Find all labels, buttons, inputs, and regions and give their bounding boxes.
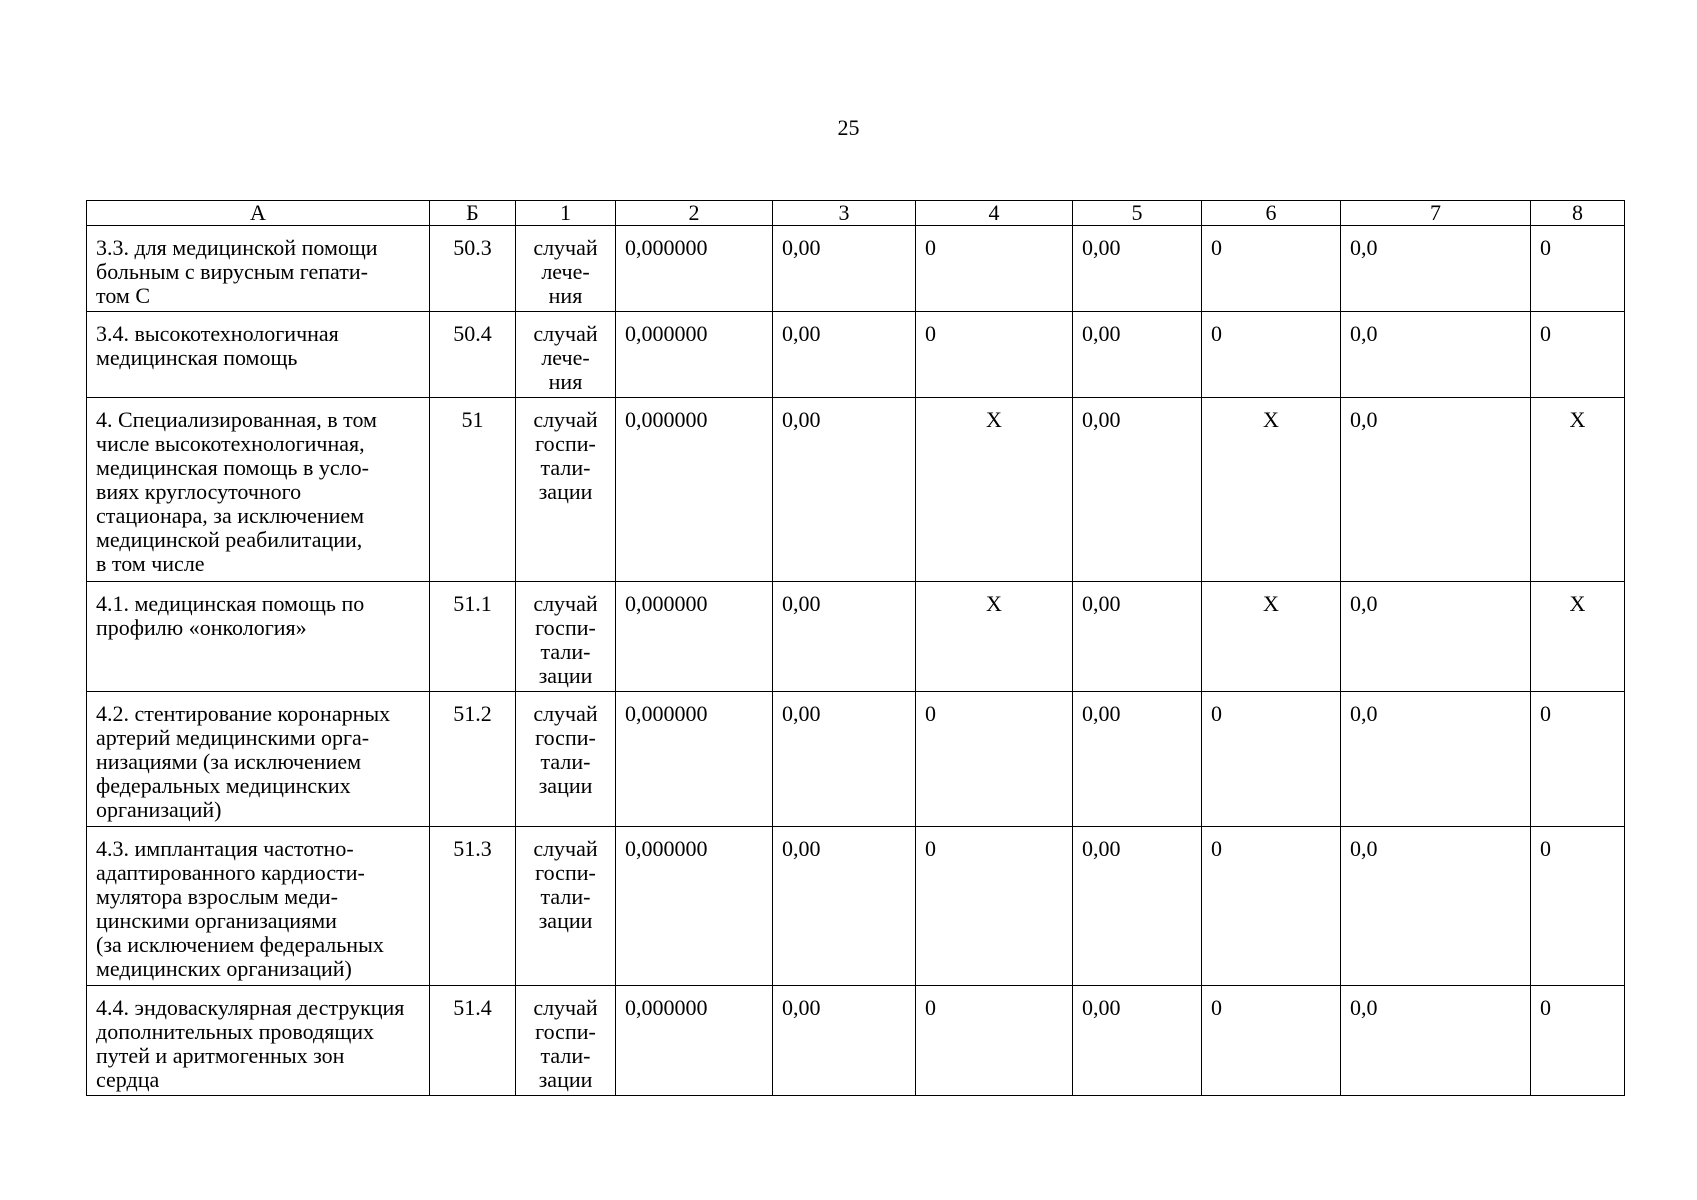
value-col-3: 0,00 [773, 398, 916, 582]
row-unit-cell [516, 226, 616, 312]
row-unit: случай госпи- тали- зации [533, 836, 598, 933]
table-row [87, 827, 1625, 986]
value-col-2: 0,000000 [616, 827, 773, 986]
value-col-8: 0 [1531, 827, 1625, 986]
row-name: 4. Специализированная, в том числе высокотехнологичная, медицинская помощь в усло- виях круглосуточного стационара, за исключением медицинской реабилитации, в том числе [96, 407, 377, 576]
data-table [86, 200, 1625, 1096]
value-col-2: 0,000000 [616, 312, 773, 398]
value-col-4: 0 [916, 312, 1073, 398]
value-col-4: 0 [916, 986, 1073, 1096]
column-header-3: 3 [773, 201, 916, 226]
value-col-7: 0,0 [1341, 398, 1531, 582]
row-name-cell [87, 226, 430, 312]
row-code: 51.4 [430, 986, 516, 1096]
value-col-8: 0 [1531, 312, 1625, 398]
column-header-2: 2 [616, 201, 773, 226]
value-col-2: 0,000000 [616, 582, 773, 692]
value-col-6: 0 [1202, 692, 1341, 827]
header-row [87, 201, 1625, 226]
value-col-2: 0,000000 [616, 692, 773, 827]
value-col-5: 0,00 [1073, 312, 1202, 398]
value-col-8: 0 [1531, 226, 1625, 312]
column-header-8: 8 [1531, 201, 1625, 226]
value-col-6: Х [1202, 582, 1341, 692]
row-unit-cell [516, 398, 616, 582]
value-col-7: 0,0 [1341, 827, 1531, 986]
value-col-4: Х [916, 582, 1073, 692]
column-header-4: 4 [916, 201, 1073, 226]
row-unit: случай лече- ния [533, 321, 598, 394]
value-col-2: 0,000000 [616, 226, 773, 312]
row-unit: случай госпи- тали- зации [533, 701, 598, 798]
row-unit-cell [516, 692, 616, 827]
row-unit-cell [516, 582, 616, 692]
value-col-7: 0,0 [1341, 226, 1531, 312]
value-col-8: 0 [1531, 692, 1625, 827]
table-row [87, 582, 1625, 692]
value-col-8: Х [1531, 582, 1625, 692]
row-unit: случай госпи- тали- зации [533, 591, 598, 688]
row-code: 51 [430, 398, 516, 582]
value-col-3: 0,00 [773, 226, 916, 312]
row-unit-cell [516, 986, 616, 1096]
row-unit: случай госпи- тали- зации [533, 407, 598, 504]
row-name-cell [87, 398, 430, 582]
table-row [87, 312, 1625, 398]
value-col-7: 0,0 [1341, 692, 1531, 827]
value-col-3: 0,00 [773, 582, 916, 692]
value-col-4: 0 [916, 692, 1073, 827]
value-col-2: 0,000000 [616, 398, 773, 582]
row-unit: случай лече- ния [533, 235, 598, 308]
value-col-8: Х [1531, 398, 1625, 582]
row-name: 3.3. для медицинской помощи больным с вирусным гепати- том С [96, 235, 378, 308]
row-name: 4.2. стентирование коронарных артерий медицинскими орга- низациями (за исключением федеральных медицинских организаций) [96, 701, 391, 822]
value-col-6: 0 [1202, 827, 1341, 986]
value-col-7: 0,0 [1341, 312, 1531, 398]
value-col-5: 0,00 [1073, 692, 1202, 827]
column-header-a: А [87, 201, 430, 226]
row-unit: случай госпи- тали- зации [533, 995, 598, 1092]
value-col-5: 0,00 [1073, 398, 1202, 582]
value-col-3: 0,00 [773, 312, 916, 398]
value-col-8: 0 [1531, 986, 1625, 1096]
value-col-2: 0,000000 [616, 986, 773, 1096]
table-row [87, 226, 1625, 312]
row-code: 50.4 [430, 312, 516, 398]
row-name-cell [87, 692, 430, 827]
value-col-5: 0,00 [1073, 827, 1202, 986]
column-header-6: 6 [1202, 201, 1341, 226]
value-col-3: 0,00 [773, 692, 916, 827]
value-col-6: 0 [1202, 312, 1341, 398]
row-name: 4.4. эндоваскулярная деструкция дополнительных проводящих путей и аритмогенных зон сердца [96, 995, 405, 1092]
column-header-b: Б [430, 201, 516, 226]
row-name-cell [87, 827, 430, 986]
row-name-cell [87, 312, 430, 398]
column-header-1: 1 [516, 201, 616, 226]
row-code: 51.3 [430, 827, 516, 986]
table-row [87, 692, 1625, 827]
value-col-7: 0,0 [1341, 986, 1531, 1096]
value-col-4: 0 [916, 827, 1073, 986]
column-header-7: 7 [1341, 201, 1531, 226]
value-col-5: 0,00 [1073, 582, 1202, 692]
table-row [87, 986, 1625, 1096]
column-header-5: 5 [1073, 201, 1202, 226]
row-name: 4.1. медицинская помощь по профилю «онкология» [96, 591, 365, 640]
value-col-5: 0,00 [1073, 986, 1202, 1096]
row-name: 4.3. имплантация частотно- адаптированного кардиости- мулятора взрослым меди- цинскими организациями (за исключением федеральных медицинских организаций) [96, 836, 384, 981]
value-col-6: 0 [1202, 986, 1341, 1096]
value-col-7: 0,0 [1341, 582, 1531, 692]
row-name-cell [87, 582, 430, 692]
row-unit-cell [516, 312, 616, 398]
row-name-cell [87, 986, 430, 1096]
row-name: 3.4. высокотехнологичная медицинская помощь [96, 321, 339, 370]
value-col-3: 0,00 [773, 986, 916, 1096]
row-code: 51.2 [430, 692, 516, 827]
value-col-5: 0,00 [1073, 226, 1202, 312]
row-unit-cell [516, 827, 616, 986]
row-code: 50.3 [430, 226, 516, 312]
value-col-3: 0,00 [773, 827, 916, 986]
page-number: 25 [837, 115, 860, 140]
table-row [87, 398, 1625, 582]
value-col-6: Х [1202, 398, 1341, 582]
value-col-4: 0 [916, 226, 1073, 312]
value-col-6: 0 [1202, 226, 1341, 312]
value-col-4: Х [916, 398, 1073, 582]
row-code: 51.1 [430, 582, 516, 692]
